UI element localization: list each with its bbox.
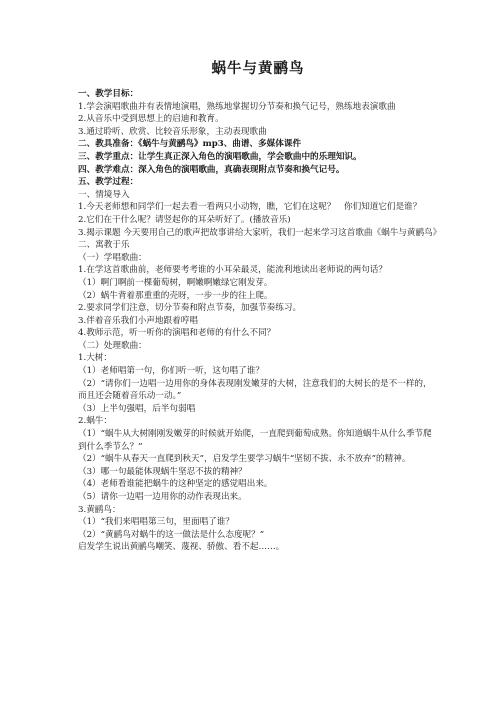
body-line: 1.学会演唱歌曲并有表情地演唱，熟练地掌握切分节奏和换气记号，熟练地表演歌曲 [78,101,396,112]
body-line: 2.它们在干什么呢？请竖起你的耳朵听好了。(播放音乐) [78,214,291,225]
body-line: （4）老师看谁能把蜗牛的这种坚定的感觉唱出来。 [78,479,273,490]
body-line: 启发学生说出黄鹂鸟嘲笑、蔑视、骄傲、看不起……。 [78,542,285,553]
body-line: （二）处理歌曲： [78,340,147,351]
body-line: 3.揭示课题 今天要用自己的歌声把故事讲给大家听，我们一起来学习这首歌曲《蜗牛与黄鹂鸟》 [78,227,442,238]
body-line: （2）“请你们一边唱一边用你的身体表现刚发嫩芽的大树，注意我们的大树长的是不一样的，而且还会随着音乐动一动。” [78,378,432,402]
section-heading: 一、教学目标： [78,89,139,99]
body-line: （1）“我们来唱唱第三句，里面唱了谁？ [78,517,234,528]
body-line: （1）老师唱第一句，你们听一听，这句唱了谁？ [78,366,264,377]
section-heading: 五、教学过程： [78,177,139,188]
body-line: 二、寓教于乐 [78,240,130,251]
section-heading: 三、教学重点：让学生真正深入角色的演唱歌曲，学会歌曲中的乐理知识。 [78,151,362,162]
body-line: （一）学唱歌曲： [78,252,147,263]
body-line: 3.黄鹂鸟： [78,504,121,515]
body-line: 一、情境导入 [78,189,130,200]
body-line: （2）“黄鹂鸟对蜗牛的这一做法是什么态度呢？” [78,529,265,540]
body-line: （3）上半句强唱，后半句弱唱 [78,403,196,414]
body-line: （1）“蜗牛从大树刚刚发嫩芽的时候就开始爬，一直爬到葡萄成熟。你知道蜗牛从什么季节爬到什么季节么？” [78,429,432,452]
body-line: 2.从音乐中受到思想上的启迪和教育。 [78,114,224,125]
body-line: 2.蜗牛： [78,416,112,427]
document-body [78,88,442,554]
body-line: 3.通过聆听、欣赏、比较音乐形象，主动表现歌曲 [78,126,267,137]
body-line: 2.要求同学们注意，切分节奏和附点节奏，加强节奏练习。 [78,303,302,314]
document-title: 蜗牛与黄鹂鸟 [211,60,305,77]
body-line: 1.大树： [78,353,112,364]
section-heading: 四、教学难点：深入角色的演唱歌曲，真确表现附点节奏和换气记号。 [78,164,345,175]
section-heading: 二、教具准备：《蜗牛与黄鹂鸟》mp3、曲谱、多媒体课件 [78,139,302,150]
body-line: （2）蜗牛背着那重重的壳呀，一步一步的往上爬。 [78,290,273,301]
body-line: （5）请你一边唱一边用你的动作表现出来。 [78,492,247,502]
body-line: 1.今天老师想和同学们一起去看一看两只小动物，瞧，它们在这呢？ 你们知道它们是谁？ [78,202,422,213]
body-line: （2）“蜗牛从春天一直爬到秋天”，启发学生要学习蜗牛“坚韧不拔、永不放弃”的精神。 [78,454,411,465]
body-line: （3）哪一句最能体现蜗牛坚忍不拔的精神？ [78,466,247,477]
body-line: 4.教师示范，听一听你的演唱和老师的有什么不同？ [78,328,276,339]
body-line: 1.在学这首歌曲前，老师要考考谁的小耳朵最灵，能流利地读出老师说的两句话？ [78,265,387,276]
body-line: 3.伴着音乐我们小声地跟着哼唱 [78,315,198,326]
body-line: （1）啊门啊前一棵葡萄树，啊嫩啊嫩绿它刚发芽。 [78,277,273,288]
